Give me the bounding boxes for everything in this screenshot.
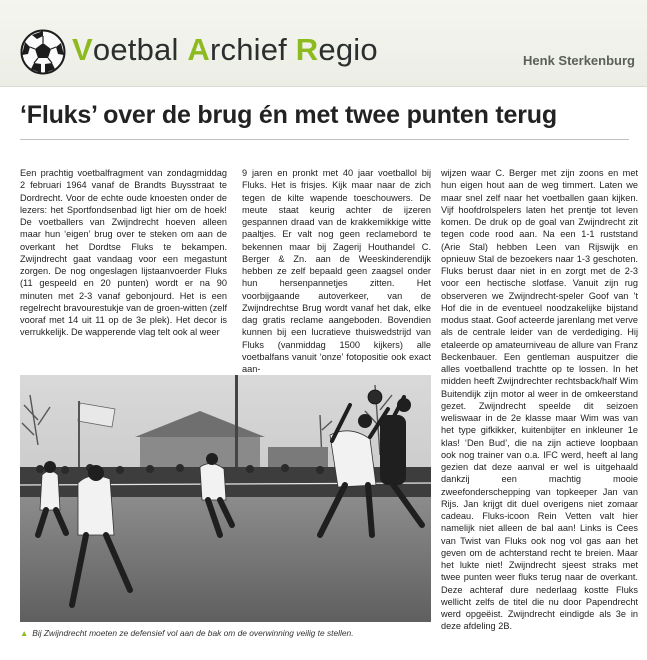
brand-word-part: rchief — [209, 32, 296, 67]
match-photo — [20, 375, 431, 622]
photo-caption — [20, 628, 431, 638]
headline-divider — [20, 139, 629, 140]
brand-word-part: oetbal — [92, 32, 188, 67]
author-name: Henk Sterkenburg — [523, 53, 635, 68]
photo-caption-text: Bij Zwijndrecht moeten ze defensief vol aan de bak om de overwinning veilig te stellen. — [32, 628, 354, 638]
triangle-up-icon: ▲ — [20, 628, 29, 638]
header-banner — [0, 0, 647, 87]
match-photo-image — [20, 375, 431, 622]
article-column-3: wijzen waar C. Berger met zijn zoons en met hun eigen hout aan de weg timmert. Laten we maar snel zelf naar het voetballen gaan kijken. Vijf hoofdrolspelers laten het prentje tot leven komen. De druk op de goal van Zwijndrecht zit tegen code rood aan. Na een 1-1 ruststand (Arie Stal) hebben Leen van Rijswijk en opnieuw Stal de bezoekers naar 1-3 geschoten. Fluks berust daar niet in en zorgt met de 2-3 voor een hectische slotfase. Vanuit zijn rug observeren we Zwijndrecht-speler Goof van ’t Hof die in de eventueel noodzakelijke bijstand modus staat. Goof acteerde jarenlang met verve als de centrale leider van de verdediging. Hij etaleerde op amateurniveau de allure van Franz Beckenbauer. Een gentleman auspuitzer die alles voetballend trachtte op te lossen. In het midden heeft Zwijndrechter rechtsback/half Wim Buitendijk zijn motor al weer in de omkeerstand gezet. Zwijndrecht speelde dit seizoen weliswaar in de 2e klasse maar Wim was van het type gifkikker, kuitenbijter en inkleuner 1e klas! ‘Den Bud’, die na zijn actieve loopbaan ook nog trainer van o.a. IFC werd, heeft al lang gezien dat deze aanval er wel is uitgehaald dankzij een machtig mooie zweefonderschepping van topkeeper Jan van Rijs. Jan krijgt dit duel overigens niet zomaar cadeau. Fluks-icoon Rein Vetten valt hier namelijk niet alleen de bal aan! Links is Cees van Twist van Fluks ook nog vol gas aan het geven om de achterstand recht te breien. Maar het lukte niet! Zwijndrecht sjeest straks met twee punten weer fluks terug naar de overkant. Deze achteraf dure nederlaag kostte Fluks wellicht zelfs de titel die nu door Papendrecht werd opgeëist. Zwijndrecht eindigde als 3e in deze afdeling 2B. — [441, 168, 638, 632]
brand-initial: A — [187, 32, 210, 67]
brand-initial: V — [72, 32, 93, 67]
article-column-2: 9 jaren en pronkt met 40 jaar voetballol bij Fluks. Het is frisjes. Kijk maar naar de zich tegen de kilte wapende toeschouwers. De meute staat keurig achter de ijzeren gespannen draad van de krakkemikkige witte paaltjes. Er valt nog geen reclamebord te bekennen maar bij Zagerij Houthandel C. Berger & Zn. aan de Weeskinderendijk hebben ze zelf bepaald geen zaagsel onder hun hersenpannetjes zitten. Het voorbijgaande autoverkeer, van de Zwijndrechtse Brug wordt vanaf het dak, elke dag gratis reclame aangeboden. Bovendien kunnen bij een lucratieve thuiswedstrijd van Fluks (vanmiddag 1500 kijkers) alle voetbalfans vanuit ‘onze’ fotopositie ook exact aan- — [242, 168, 431, 374]
brand-word-part: egio — [318, 32, 378, 67]
brand-initial: R — [295, 32, 319, 67]
article-column-1: Een prachtig voetbalfragment van zondagmiddag 2 februari 1964 vanaf de Brandts Buysstraat te Dordrecht. Voor de echte oude knoesten onder de lezers: het Sportfondsenbad ligt hier om de hoek! De voetballers van Zwijndrecht hoeven alleen maar hun ‘eigen’ brug over te steken om aan de overkant het Dordtse Fluks te bekampen. Zwijndrecht gaat vandaag voor een megastunt zorgen. De nog ongeslagen lijstaanvoerder Fluks (11 gespeeld en 20 punten) wordt er na 90 minuten met 2-3 vanaf gebonjourd. Het is een regelrecht bravourestukje van de groen-witten (zelf vooraf met 14 uit 11 op de 3e plek). Het decor is verrukkelijk. De wapperende vlag telt ook al weer — [20, 168, 227, 338]
football-icon — [20, 29, 66, 75]
article-headline: ‘Fluks’ over de brug én met twee punten terug — [20, 101, 557, 129]
brand-title — [72, 32, 378, 68]
